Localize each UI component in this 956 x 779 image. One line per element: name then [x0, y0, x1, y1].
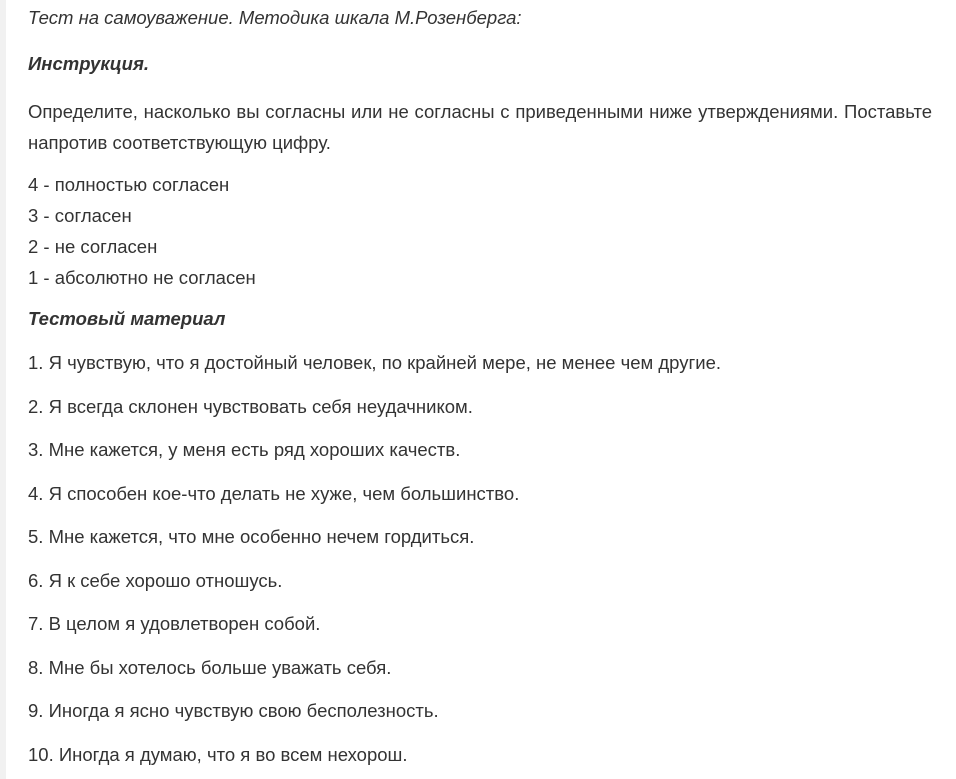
test-item: 2. Я всегда склонен чувствовать себя неудачником. — [28, 395, 473, 417]
scale-item: 4 - полностью согласен — [28, 174, 230, 195]
test-item: 1. Я чувствую, что я достойный человек, по крайней мере, не менее чем другие. — [28, 352, 722, 373]
material-heading: Тестовый материал — [28, 308, 226, 329]
test-item: 4. Я способен кое-что делать не хуже, чем большинство. — [28, 482, 520, 504]
scale-list — [28, 169, 256, 293]
test-item: 3. Мне кажется, у меня есть ряд хороших качеств. — [28, 439, 461, 460]
test-item: 5. Мне кажется, что мне особенно нечем гордиться. — [28, 526, 475, 547]
test-intro: Тест на самоуважение. Методика шкала М.Розенберга: — [28, 7, 522, 28]
scale-item: 1 - абсолютно не согласен — [28, 267, 256, 288]
scale-item: 3 - согласен — [28, 205, 132, 226]
test-item: 9. Иногда я ясно чувствую свою бесполезность. — [28, 700, 439, 721]
test-items-list — [28, 347, 721, 779]
test-item: 8. Мне бы хотелось больше уважать себя. — [28, 656, 392, 678]
instruction-text: Определите, насколько вы согласны или не согласны с приведенными ниже утверждениями. Поставьте напротив соответствующую цифру. — [28, 101, 932, 153]
test-item: 7. В целом я удовлетворен собой. — [28, 613, 321, 634]
scale-item: 2 - не согласен — [28, 236, 158, 257]
test-item: 6. Я к себе хорошо отношусь. — [28, 569, 283, 591]
page-left-border — [0, 0, 6, 779]
test-item: 10. Иногда я думаю, что я во всем нехорош. — [28, 743, 408, 765]
instruction-heading: Инструкция. — [28, 53, 149, 74]
